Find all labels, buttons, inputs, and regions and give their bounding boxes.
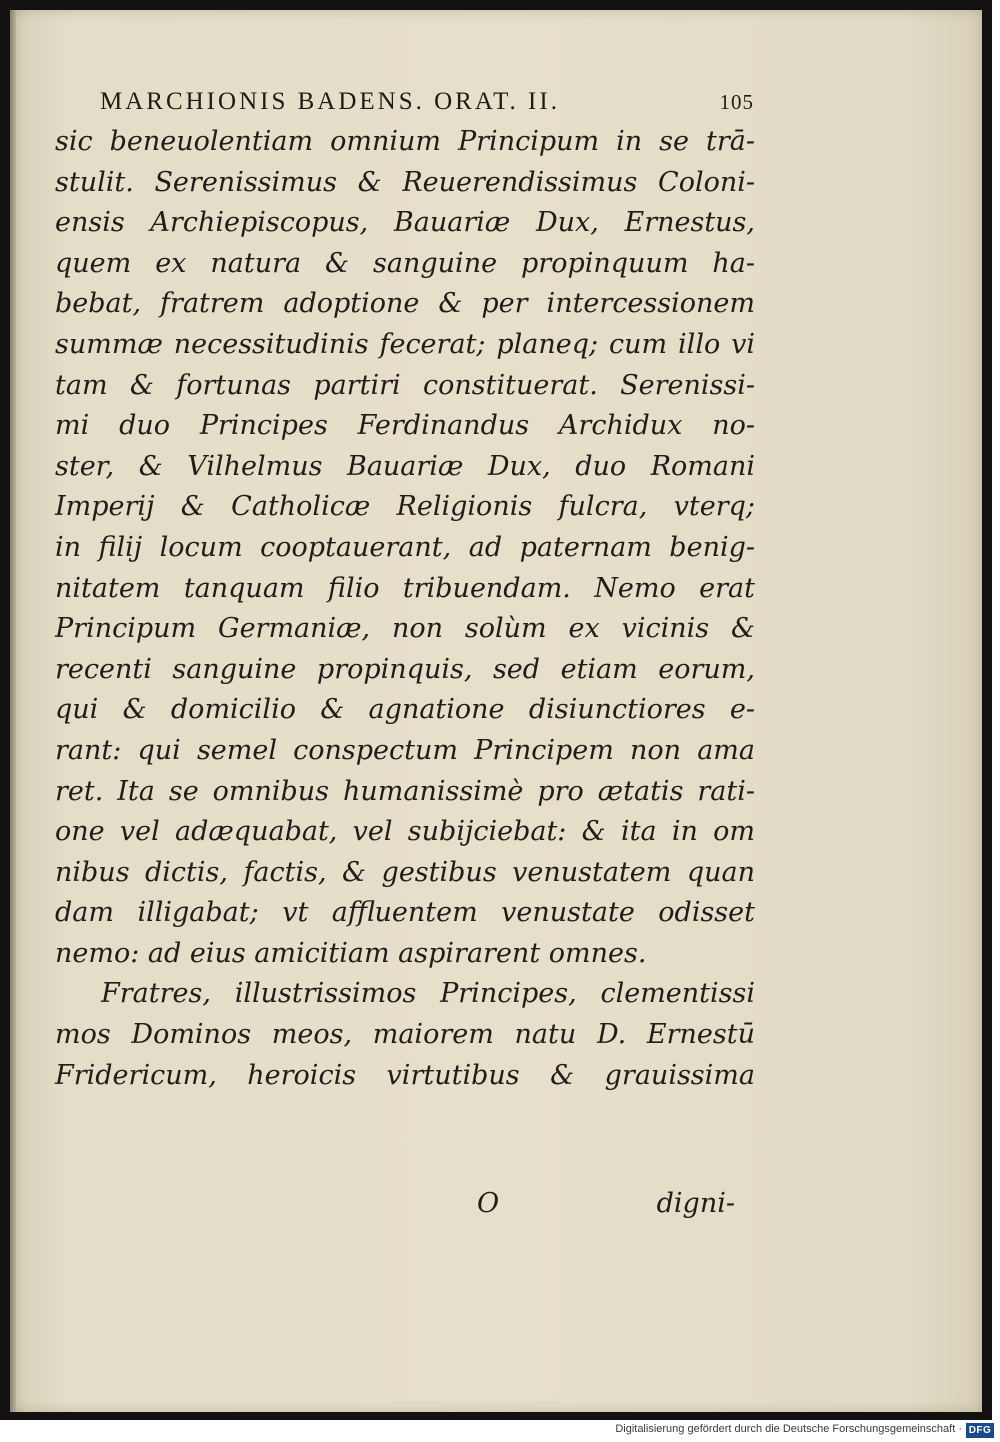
text-line: ret. Ita se omnibus humanissimè pro ætatis rati- xyxy=(55,775,755,807)
text-line: Imperij & Catholicæ Religionis fulcra, vterq; xyxy=(55,491,755,523)
text-line: qui & domicilio & agnatione disiunctiores e- xyxy=(55,694,755,726)
text-line: tam & fortunas partiri constituerat. Serenissi- xyxy=(55,369,755,401)
funding-footer xyxy=(0,1420,1000,1442)
text-line: nitatem tanquam filio tribuendam. Nemo erat xyxy=(55,572,755,604)
text-line: in filij locum cooptauerant, ad paternam benig- xyxy=(55,531,755,563)
text-line: stulit. Serenissimus & Reuerendissimus Coloni- xyxy=(55,166,755,198)
text-line: one vel adæquabat, vel subijciebat: & ita in om xyxy=(55,816,755,848)
text-line: Principum Germaniæ, non solùm ex vicinis & xyxy=(55,613,755,645)
text-line: summæ necessitudinis fecerat; planeq; cum illo vi xyxy=(55,328,755,360)
text-line: recenti sanguine propinquis, sed etiam eorum, xyxy=(55,653,755,685)
text-line: rant: qui semel conspectum Principem non ama xyxy=(55,734,755,766)
dfg-logo: DFG xyxy=(966,1423,994,1438)
catchline xyxy=(55,1188,735,1228)
text-line: nibus dictis, factis, & gestibus venustatem quan xyxy=(55,856,755,888)
catchword: digni- xyxy=(656,1188,735,1219)
text-line: mi duo Principes Ferdinandus Archidux no- xyxy=(55,410,755,442)
page-gutter-edge xyxy=(10,10,16,1412)
paragraph-start-line: Fratres, illustrissimos Principes, clementissi xyxy=(101,978,755,1010)
text-line: sic beneuolentiam omnium Principum in se trā- xyxy=(55,126,755,157)
text-line: quem ex natura & sanguine propinquum ha- xyxy=(55,247,755,279)
funding-notice: Digitalisierung gefördert durch die Deutsche Forschungsgemeinschaft · xyxy=(615,1423,962,1435)
text-line: ensis Archiepiscopus, Bauariæ Dux, Ernestus, xyxy=(55,207,755,239)
body-text xyxy=(55,122,755,1096)
text-line: Fridericum, heroicis virtutibus & grauissima xyxy=(55,1059,755,1091)
text-line: nemo: ad eius amicitiam aspirarent omnes. xyxy=(55,937,647,969)
text-line: dam illigabat; vt affluentem venustate odisset xyxy=(55,897,755,929)
page-number: 105 xyxy=(719,90,754,114)
signature-mark: O xyxy=(477,1188,500,1219)
text-line: ster, & Vilhelmus Bauariæ Dux, duo Romani xyxy=(55,450,755,482)
text-line: bebat, fratrem adoptione & per intercessionem xyxy=(55,288,755,320)
text-line: mos Dominos meos, maiorem natu D. Ernestū xyxy=(55,1019,755,1051)
running-head-title: MARCHIONIS BADENS. ORAT. II. xyxy=(100,88,560,115)
